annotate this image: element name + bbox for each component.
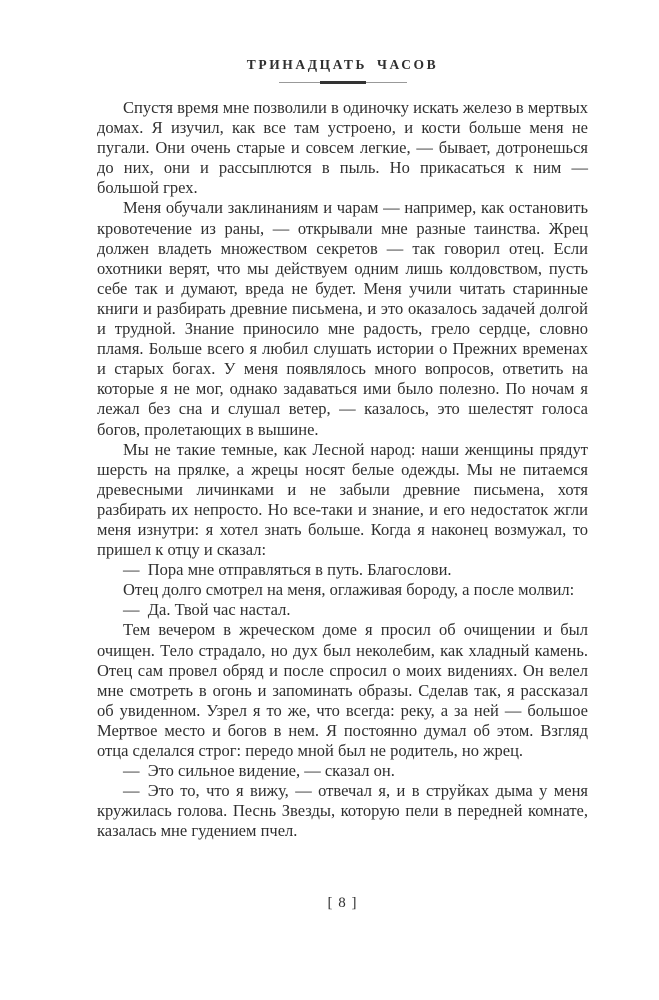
page-body-text xyxy=(97,98,588,841)
paragraph: Тем вечером в жреческом доме я просил об очищении и был очищен. Тело страдало, но дух был неколебим, как хладный камень. Отец сам провел обряд и после спросил о моих видениях. Он велел мне смотреть в огонь и запоминать образы. Сделав так, я рассказал об увиденном. Узрел я то же, что всегда: реку, а за ней — большое Мертвое место и богов в нем. Я постоянно думал об этом. Взгляд отца сделался строг: передо мной был не родитель, но жрец. xyxy=(97,620,588,760)
running-head-title: ТРИНАДЦАТЬ ЧАСОВ xyxy=(246,57,439,72)
dialogue-paragraph: — Это сильное видение, — сказал он. xyxy=(123,761,395,781)
paragraph: Спустя время мне позволили в одиночку искать железо в мертвых домах. Я изучил, как все там устроено, и кости больше меня не пугали. Они очень старые и совсем легкие, — бывает, дотронешься до них, они и рассыплются в пыль. Но прикасаться к ним — большой грех. xyxy=(97,98,588,198)
page-header xyxy=(97,57,588,84)
header-divider-ornament xyxy=(97,81,588,84)
paragraph: Мы не такие темные, как Лесной народ: наши женщины прядут шерсть на прялке, а жрецы носят белые одежды. Мы не питаемся древесными личинками и не забыли древние письмена, хотя разбирать их непросто. Но все-таки и знание, и его недостаток жгли меня изнутри: я хотел знать больше. Когда я наконец возмужал, то пришел к отцу и сказал: xyxy=(97,439,588,560)
divider-thin-right xyxy=(366,82,407,83)
paragraph: Меня обучали заклинаниям и чарам — например, как остановить кровотечение из раны, — открывали мне разные таинства. Жрец должен владеть множеством секретов — так говорил отец. Если охотники верят, что мы действуем одним лишь колдовством, пусть себе так и думают, вреда не будет. Меня учили читать старинные книги и разбирать древние письмена, и это оказалось задачей долгой и трудной. Знание приносило мне радость, грело сердце, словно пламя. Больше всего я любил слушать истории о Прежних временах и старых богах. У меня появлялось много вопросов, ответить на которые я не мог, однако задаваться ими было полезно. По ночам я лежал без сна и слушал ветер, — казалось, это шелестят голоса богов, пролетающих в вышине. xyxy=(97,198,588,439)
paragraph: Отец долго смотрел на меня, оглаживая бороду, а после молвил: xyxy=(123,580,575,600)
dialogue-paragraph: — Да. Твой час настал. xyxy=(123,600,291,620)
dialogue-paragraph: — Пора мне отправляться в путь. Благослови. xyxy=(123,560,452,580)
divider-thick-center xyxy=(320,81,366,84)
dialogue-paragraph: — Это то, что я вижу, — отвечал я, и в струйках дыма у меня кружилась голова. Песнь Звезды, которую пели в передней комнате, казалась мне гудением пчел. xyxy=(97,781,588,841)
page-number: [ 8 ] xyxy=(327,895,358,911)
divider-thin-left xyxy=(279,82,320,83)
